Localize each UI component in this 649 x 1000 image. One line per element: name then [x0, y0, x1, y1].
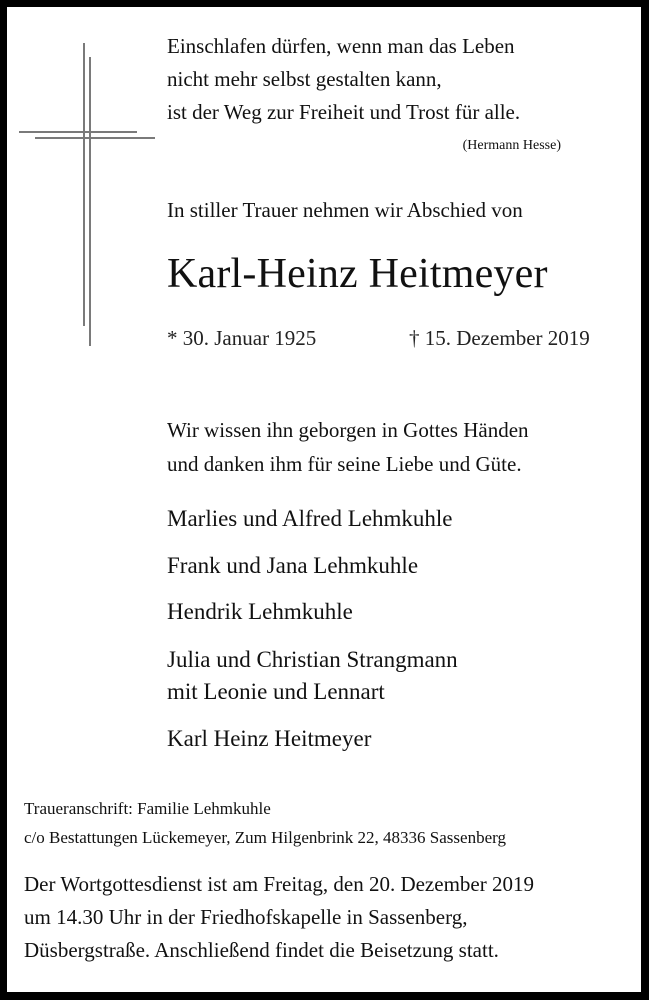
address-line: Traueranschrift: Familie Lehmkuhle: [24, 799, 271, 818]
mourner: Frank und Jana Lehmkuhle: [167, 553, 419, 578]
closing-line: und danken ihm für seine Liebe und Güte.: [167, 452, 522, 476]
mourner: Julia und Christian Strangmann: [167, 647, 458, 672]
birth-date: * 30. Januar 1925: [167, 326, 317, 350]
deceased-name: Karl-Heinz Heitmeyer: [167, 251, 548, 297]
intro-text: In stiller Trauer nehmen wir Abschied von: [167, 198, 523, 222]
mourner: Hendrik Lehmkuhle: [167, 599, 353, 624]
quote-line: nicht mehr selbst gestalten kann,: [167, 67, 442, 91]
closing-line: Wir wissen ihn geborgen in Gottes Händen: [167, 418, 529, 442]
death-date: † 15. Dezember 2019: [409, 326, 590, 350]
mourner: mit Leonie und Lennart: [167, 679, 385, 704]
address-line: c/o Bestattungen Lückemeyer, Zum Hilgenbrink 22, 48336 Sassenberg: [24, 828, 506, 847]
quote-author: (Hermann Hesse): [462, 138, 561, 153]
quote-line: ist der Weg zur Freiheit und Trost für alle.: [167, 100, 521, 124]
mourner: Karl Heinz Heitmeyer: [167, 726, 372, 751]
mourner: Marlies und Alfred Lehmkuhle: [167, 506, 453, 531]
service-line: um 14.30 Uhr in der Friedhofskapelle in Sassenberg,: [24, 905, 468, 929]
obituary-card: [7, 7, 641, 992]
quote-line: Einschlafen dürfen, wenn man das Leben: [167, 34, 515, 58]
service-line: Düsbergstraße. Anschließend findet die Beisetzung statt.: [24, 938, 499, 962]
service-line: Der Wortgottesdienst ist am Freitag, den 20. Dezember 2019: [24, 872, 534, 896]
